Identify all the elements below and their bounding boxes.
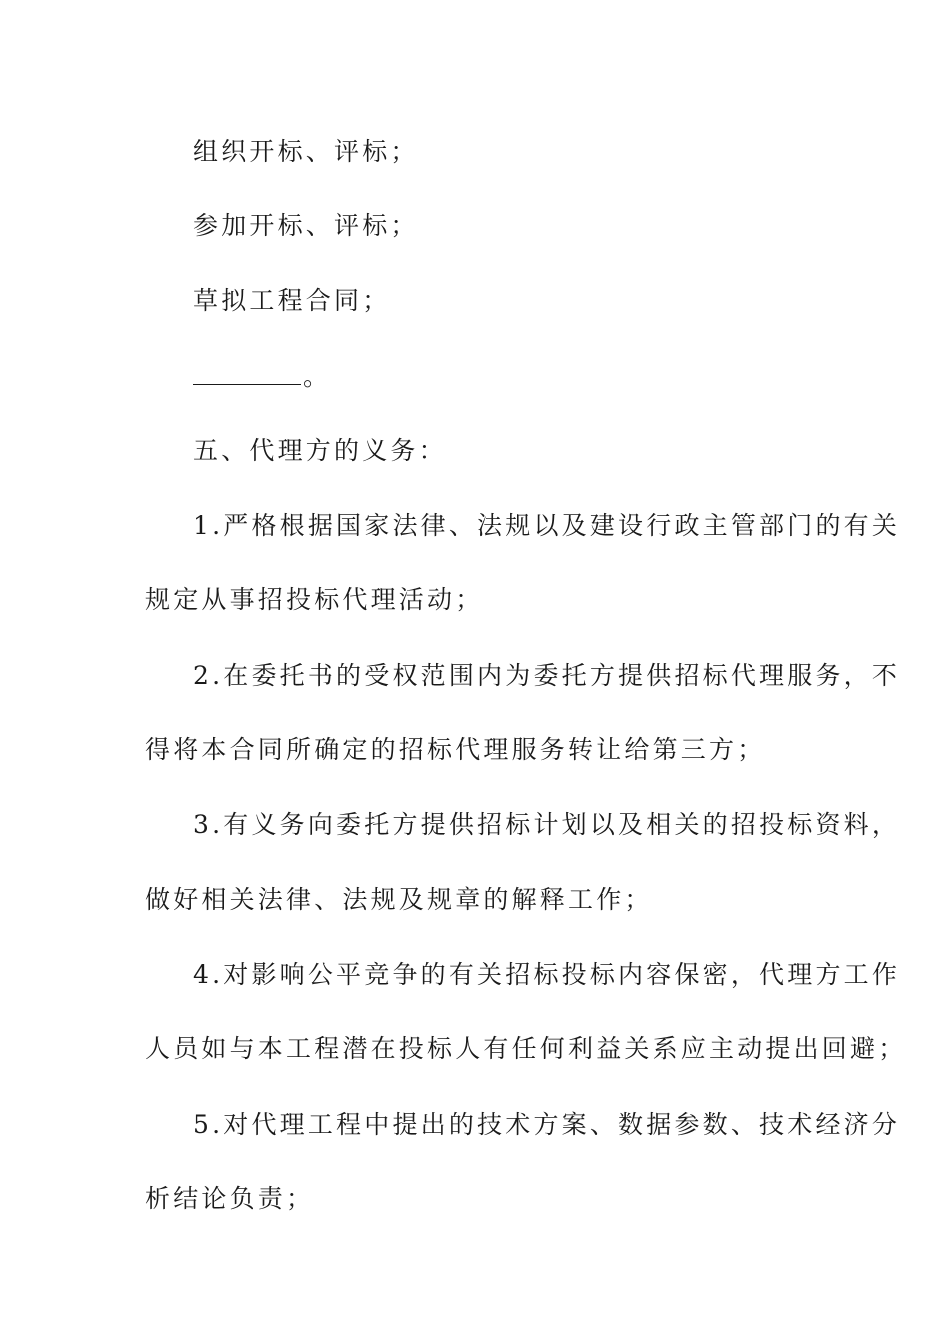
text-line: 5.对代理工程中提出的技术方案、数据参数、技术经济分	[193, 1110, 901, 1139]
blank-fill-line	[193, 362, 331, 392]
text-line: 2.在委托书的受权范围内为委托方提供招标代理服务，不	[193, 661, 901, 690]
text-line: 草拟工程合同；	[193, 286, 391, 315]
text-line: 人员如与本工程潜在投标人有任何利益关系应主动提出回避；	[145, 1034, 907, 1063]
text-line: 组织开标、评标；	[193, 137, 419, 166]
section-heading: 五、代理方的义务：	[193, 436, 447, 465]
text-line: 1.严格根据国家法律、法规以及建设行政主管部门的有关	[193, 511, 901, 540]
text-line: 4.对影响公平竞争的有关招标投标内容保密，代理方工作	[193, 960, 901, 989]
text-period: 。	[303, 362, 332, 391]
text-line: 得将本合同所确定的招标代理服务转让给第三方；	[145, 735, 766, 764]
text-line: 规定从事招投标代理活动；	[145, 585, 484, 614]
blank-underline	[193, 362, 301, 385]
text-line: 做好相关法律、法规及规章的解释工作；	[145, 885, 653, 914]
text-line: 参加开标、评标；	[193, 211, 419, 240]
text-line: 3.有义务向委托方提供招标计划以及相关的招投标资料，	[193, 810, 901, 839]
text-line: 析结论负责；	[145, 1184, 315, 1213]
